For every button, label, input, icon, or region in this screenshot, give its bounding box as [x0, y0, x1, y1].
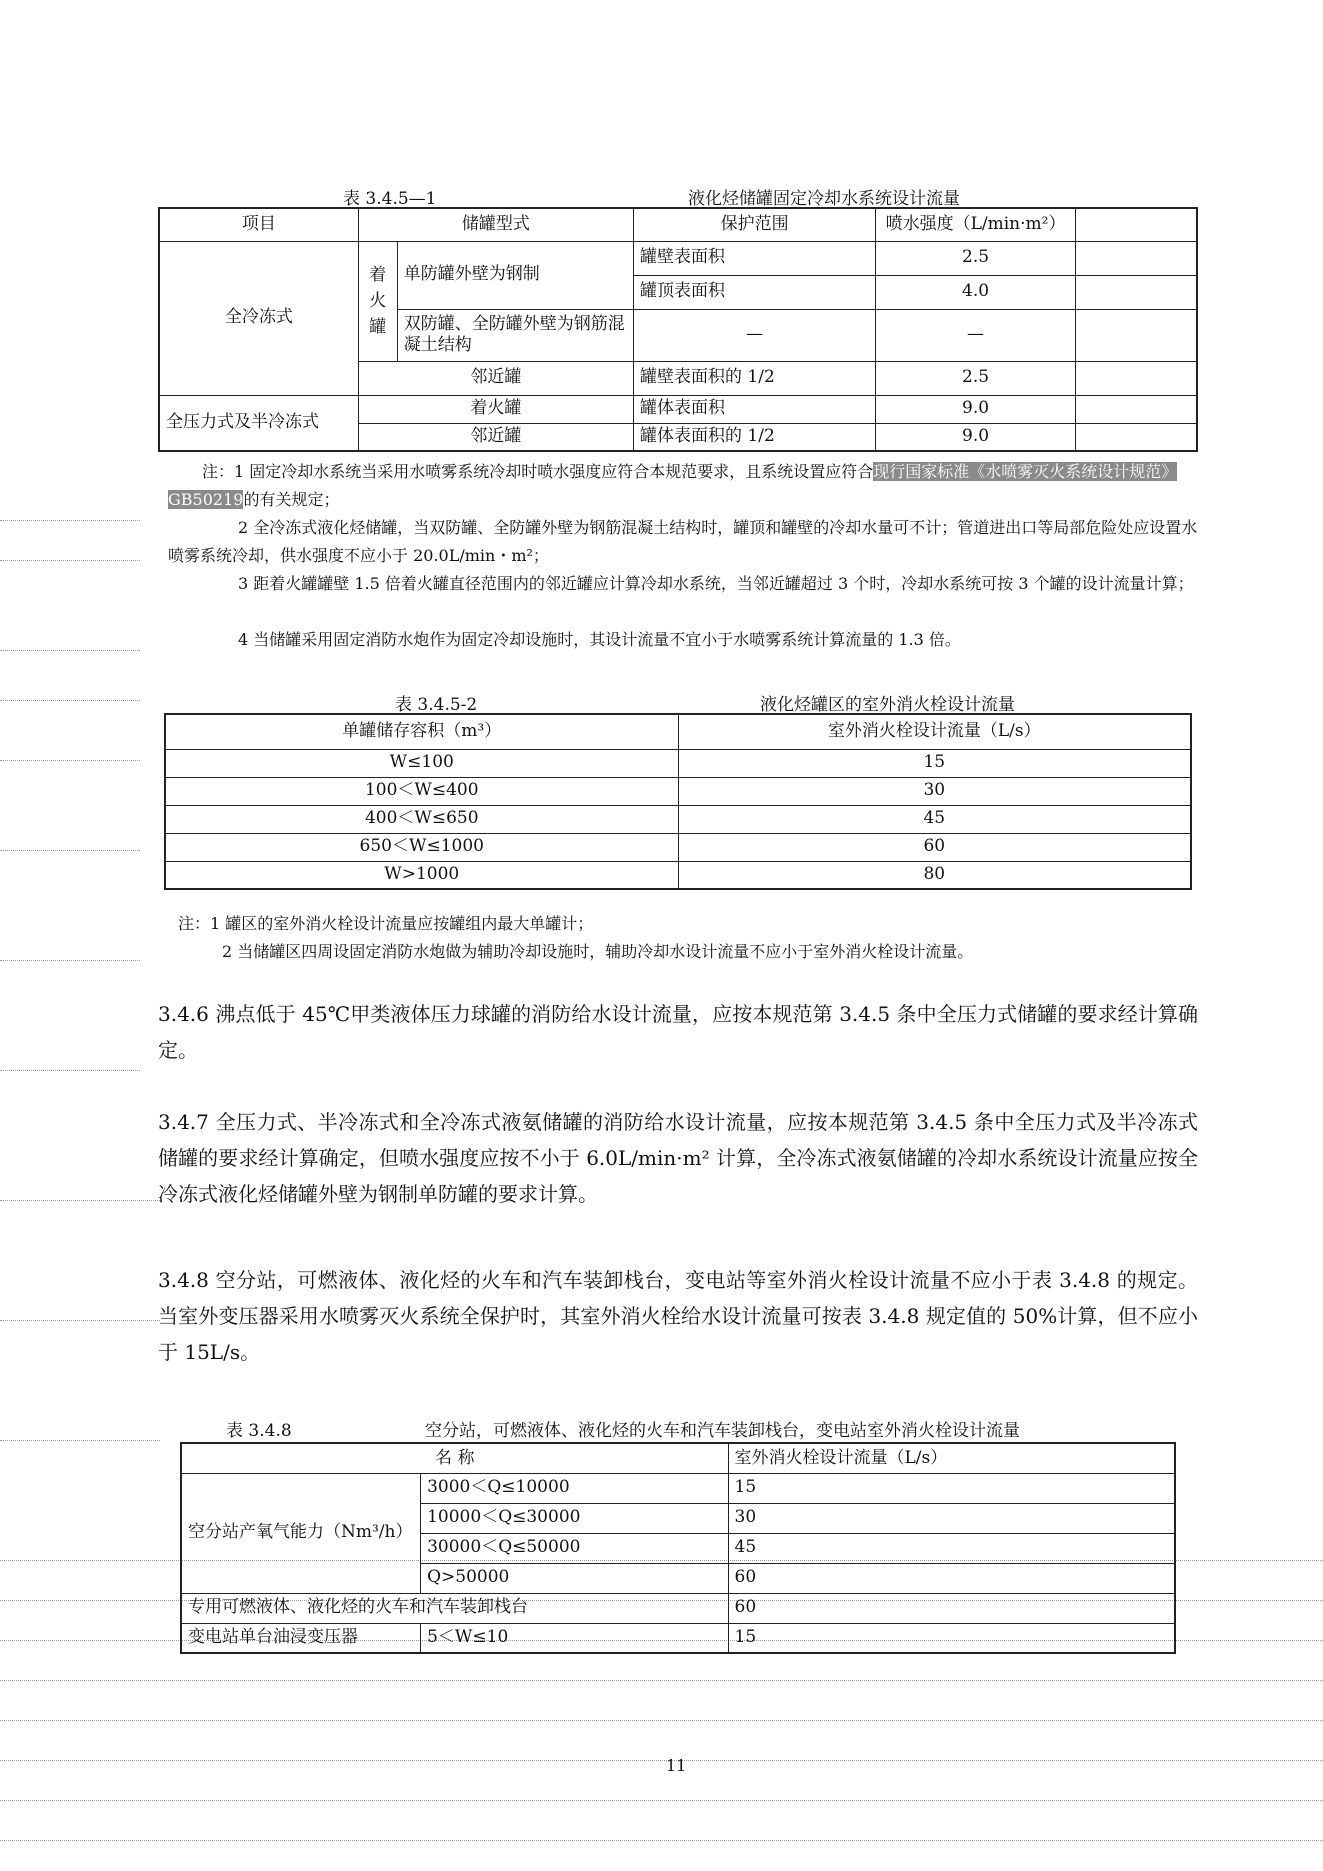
table1-number: 表 3.4.5—1 [343, 189, 437, 209]
table1-wall-area: 罐壁表面积 [634, 241, 876, 275]
table2-flow: 60 [678, 833, 1191, 861]
table2-flow: 15 [678, 749, 1191, 777]
note1-highlight: 现行国家标准《水喷雾灭火系统设计规范》GB50219 [168, 462, 1178, 509]
table2-title: 液化烃罐区的室外消火栓设计流量 [760, 695, 1015, 715]
table1-blank [1075, 395, 1197, 423]
table1-blank [1075, 361, 1197, 395]
table3-air-range: 30000＜Q≤50000 [421, 1533, 728, 1563]
table1-half-wall-area: 罐壁表面积的 1/2 [634, 361, 876, 395]
table2-volume: W>1000 [165, 861, 678, 889]
table3-title: 空分站，可燃液体、液化烃的火车和汽车装卸栈台，变电站室外消火栓设计流量 [425, 1421, 1020, 1441]
table2-number: 表 3.4.5-2 [395, 695, 478, 715]
table1-roof-value: 4.0 [876, 275, 1076, 309]
table1-pressure-on-fire: 着火罐 [358, 395, 633, 423]
table1-dash: — [876, 309, 1076, 361]
table1-roof-area: 罐顶表面积 [634, 275, 876, 309]
table1-half-body-area: 罐体表面积的 1/2 [634, 423, 876, 451]
table1-dash: — [634, 309, 876, 361]
table2 [164, 713, 1192, 890]
table2-volume: 100＜W≤400 [165, 777, 678, 805]
table1-half-body-value: 9.0 [876, 423, 1076, 451]
table1-note-3: 3 距着火罐罐壁 1.5 倍着火罐直径范围内的邻近罐应计算冷却水系统，当邻近罐超过 3 个时，冷却水系统可按 3 个罐的设计流量计算； [238, 574, 1194, 593]
table3-substation-label: 变电站单台油浸变压器 [181, 1623, 421, 1653]
table1-header-type: 储罐型式 [358, 208, 633, 241]
table3-header-flow: 室外消火栓设计流量（L/s） [728, 1443, 1175, 1473]
table3-air-flow: 60 [728, 1563, 1175, 1593]
table2-note-2: 2 当储罐区四周设固定消防水炮做为辅助冷却设施时，辅助冷却水设计流量不应小于室外消火栓设计流量。 [222, 942, 974, 961]
table3-loading-label: 专用可燃液体、液化烃的火车和汽车装卸栈台 [181, 1593, 728, 1623]
table1-full-frozen: 全冷冻式 [159, 241, 358, 395]
table-row [181, 1593, 1175, 1623]
table1-header-intensity: 喷水强度（L/min·m²） [876, 208, 1076, 241]
table2-note-1: 注：1 罐区的室外消火栓设计流量应按罐组内最大单罐计； [178, 914, 594, 933]
table3-air-range: 3000＜Q≤10000 [421, 1473, 728, 1503]
table1-note-1 [168, 458, 1198, 514]
table2-volume: 400＜W≤650 [165, 805, 678, 833]
table-row [181, 1473, 1175, 1503]
table2-flow: 80 [678, 861, 1191, 889]
clause-3-4-8: 3.4.8 空分站，可燃液体、液化烃的火车和汽车装卸栈台，变电站等室外消火栓设计流量不应小于表 3.4.8 的规定。当室外变压器采用水喷雾灭火系统全保护时，其室外消火栓给水设计流量可按表 3.4.8 规定值的 50%计算，但不应小于 15L/s。 [158, 1268, 1198, 1364]
table3-header-name: 名 称 [181, 1443, 728, 1473]
table3-air-flow: 45 [728, 1533, 1175, 1563]
note1-tail: 的有关规定； [243, 490, 340, 509]
table1 [158, 207, 1198, 452]
table1-note-4: 4 当储罐采用固定消防水炮作为固定冷却设施时，其设计流量不宜小于水喷雾系统计算流量的 1.3 倍。 [238, 630, 961, 649]
clause-3-4-7: 3.4.7 全压力式、半冷冻式和全冷冻式液氨储罐的消防给水设计流量，应按本规范第 3.4.5 条中全压力式及半冷冻式储罐的要求经计算确定，但喷水强度应按不小于 6.0L/min·m² 计算，全冷冻式液氨储罐的冷却水系统设计流量应按全冷冻式液化烃储罐外壁为钢制单防罐的要求计算。 [158, 1110, 1198, 1206]
table1-adjacent: 邻近罐 [358, 361, 633, 395]
table1-wall-value: 2.5 [876, 241, 1076, 275]
table3-air-flow: 30 [728, 1503, 1175, 1533]
table3 [180, 1442, 1176, 1654]
table1-blank [1075, 241, 1197, 275]
table3-air-range: Q>50000 [421, 1563, 728, 1593]
table-row [181, 1623, 1175, 1653]
table3-substation-range: 5＜W≤10 [421, 1623, 728, 1653]
table1-single-wall: 单防罐外壁为钢制 [397, 241, 633, 309]
table1-double-wall: 双防罐、全防罐外壁为钢筋混凝土结构 [397, 309, 633, 361]
table3-loading-flow: 60 [728, 1593, 1175, 1623]
table1-blank [1075, 275, 1197, 309]
table1-pressure-label: 全压力式及半冷冻式 [159, 395, 358, 451]
table3-substation-flow: 15 [728, 1623, 1175, 1653]
table1-blank [1075, 423, 1197, 451]
table-row [165, 777, 1191, 805]
table1-note-2: 2 全冷冻式液化烃储罐，当双防罐、全防罐外壁为钢筋混凝土结构时，罐顶和罐壁的冷却水量可不计；管道进出口等局部危险处应设置水喷雾系统冷却，供水强度不应小于 20.0L/min・m²； [168, 518, 1198, 565]
table1-blank [1075, 309, 1197, 361]
table2-volume: 650＜W≤1000 [165, 833, 678, 861]
table1-adjacent-value: 2.5 [876, 361, 1076, 395]
table1-header-scope: 保护范围 [634, 208, 876, 241]
table1-pressure-adjacent: 邻近罐 [358, 423, 633, 451]
table-row [165, 861, 1191, 889]
table3-number: 表 3.4.8 [226, 1421, 292, 1441]
note1-text: 注：1 固定冷却水系统当采用水喷雾系统冷却时喷水强度应符合本规范要求，且系统设置应符合 [202, 462, 874, 481]
table3-air-label: 空分站产氧气能力（Nm³/h） [181, 1473, 421, 1593]
table1-header-item: 项目 [159, 208, 358, 241]
page-number: 11 [666, 1756, 687, 1775]
table1-header-blank [1075, 208, 1197, 241]
table1-on-fire: 着火罐 [358, 241, 397, 361]
table2-flow: 45 [678, 805, 1191, 833]
table1-body-value: 9.0 [876, 395, 1076, 423]
table2-header-volume: 单罐储存容积（m³） [165, 714, 678, 749]
table2-header-flow: 室外消火栓设计流量（L/s） [678, 714, 1191, 749]
table-row [165, 749, 1191, 777]
table3-air-flow: 15 [728, 1473, 1175, 1503]
table2-volume: W≤100 [165, 749, 678, 777]
table-row [165, 833, 1191, 861]
table3-air-range: 10000＜Q≤30000 [421, 1503, 728, 1533]
table1-body-area: 罐体表面积 [634, 395, 876, 423]
table1-title: 液化烃储罐固定冷却水系统设计流量 [688, 189, 960, 209]
clause-3-4-6: 3.4.6 沸点低于 45℃甲类液体压力球罐的消防给水设计流量，应按本规范第 3.4.5 条中全压力式储罐的要求经计算确定。 [158, 1002, 1198, 1062]
table2-flow: 30 [678, 777, 1191, 805]
table-row [165, 805, 1191, 833]
